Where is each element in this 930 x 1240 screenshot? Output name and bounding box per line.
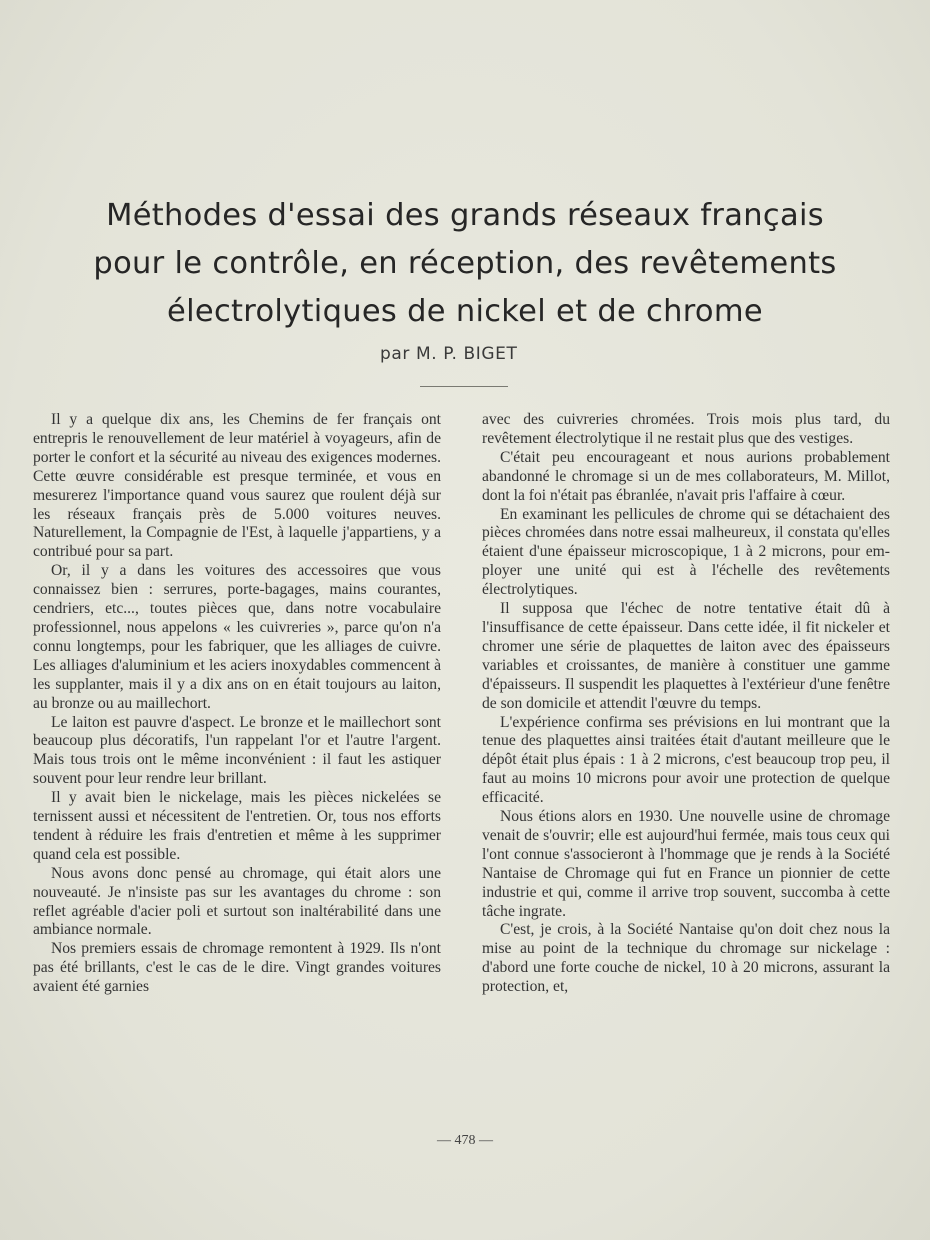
paragraph: Nous avons donc pensé au chromage, qui était alors une nouveauté. Je n'insiste pas sur les avantages du chrome : son reflet agréable d'acier poli et surtout son inaltérabilité dans une ambiance normale. (33, 864, 441, 939)
paragraph: C'était peu encourageant et nous aurions probablement abandonné le chromage si un de mes collaborateurs, M. Millot, dont la foi n'était pas ébranlée, n'avait pris l'affaire à cœur. (482, 448, 890, 504)
paragraph: Nos premiers essais de chromage remontent à 1929. Ils n'ont pas été brillants, c'est le cas de le dire. Vingt grandes voitures avaient été garnies (33, 940, 441, 996)
title-line: Méthodes d'essai des grands réseaux français (106, 198, 824, 233)
paragraph: C'est, je crois, à la Société Nantaise qu'on doit chez nous la mise au point de la technique du chromage sur nickelage : d'abord une forte couche de nickel, 10 à 20 microns, assurant la protection, et, (482, 921, 890, 996)
left-column (33, 411, 441, 997)
paragraph: Nous étions alors en 1930. Une nouvelle usine de chromage venait de s'ouvrir; elle est aujourd'hui fermée, mais tous ceux qui l'ont connue s'associeront à l'hommage que je rends à la Société Nantaise de Chromage qui fut en France un pionnier de cette industrie et qui, comme il arrive trop souvent, succomba à cette tâche ingrate. (482, 808, 890, 920)
author-byline: par M. P. BIGET (380, 344, 518, 364)
title-divider (420, 386, 508, 387)
paragraph: En examinant les pellicules de chrome qui se détachaient des pièces chromées dans notre essai malheureux, il constata qu'elles étaient d'une épaisseur microscopique, 1 à 2 microns, pour employer une unité qui est à l'échelle des revêtements électrolytiques. (482, 505, 890, 599)
paragraph: Il y avait bien le nickelage, mais les pièces nickelées se ternissent aussi et nécessitent de l'entretien. Or, tous nos efforts tendent à réduire les frais d'entretien et même à les supprimer quand cela est possible. (33, 789, 441, 863)
paragraph-continuation: avec des cuivreries chromées. Trois mois plus tard, du revêtement électrolytique il ne restait plus que des vestiges. (482, 411, 890, 447)
article-title (40, 192, 890, 336)
paragraph: Le laiton est pauvre d'aspect. Le bronze et le maillechort sont beaucoup plus décoratifs, l'un rappelant l'or et l'autre l'argent. Mais tous trois ont le même inconvénient : il faut les astiquer souvent pour leur rendre leur brillant. (33, 713, 441, 788)
paragraph: Or, il y a dans les voitures des accessoires que vous connaissez bien : serrures, porte-bagages, mains courantes, cendriers, etc..., toutes pièces que, dans notre vocabulaire professionnel, nous appelons « les cuivreries », parce qu'on n'a connu longtemps, pour les fabriquer, que les alliages de cuivre. Les alliages d'aluminium et les aciers inoxydables commencent à les supplanter, mais il y a dix ans on en était toujours au laiton, au bronze ou au maillechort. (33, 562, 441, 712)
right-column (482, 411, 890, 997)
page-number: — 478 — (437, 1133, 493, 1148)
title-line: pour le contrôle, en réception, des revêtements (93, 246, 837, 281)
paragraph: Il supposa que l'échec de notre tentative était dû à l'insuffisance de cette épaisseur. Dans cette idée, il fit nickeler et chromer une série de plaquettes de laiton avec des épaisseurs variables et croissantes, de manière à constituer une gamme d'épaisseurs. Il suspendit les plaquettes à l'extérieur d'une fenêtre de son domicile et attendit l'œuvre du temps. (482, 600, 890, 712)
paragraph: L'expérience confirma ses prévisions en lui montrant que la tenue des plaquettes ainsi traitées était d'autant meilleure que le dépôt était plus épais : 1 à 2 microns, c'est beaucoup trop peu, il faut au moins 10 microns pour avoir une protection de quelque efficacité. (482, 713, 890, 807)
title-line: électrolytiques de nickel et de chrome (167, 294, 763, 329)
paragraph: Il y a quelque dix ans, les Chemins de fer français ont entrepris le renouvellement de leur matériel à voyageurs, afin de porter le confort et la sécurité au niveau des exigences modernes. Cette œuvre considérable est presque terminée, et vous en mesurerez l'importance quand vous saurez que roulent déjà sur les réseaux français près de 5.000 voitures neuves. Naturellement, la Compagnie de l'Est, à laquelle j'appartiens, y a contribué pour sa part. (33, 411, 441, 561)
